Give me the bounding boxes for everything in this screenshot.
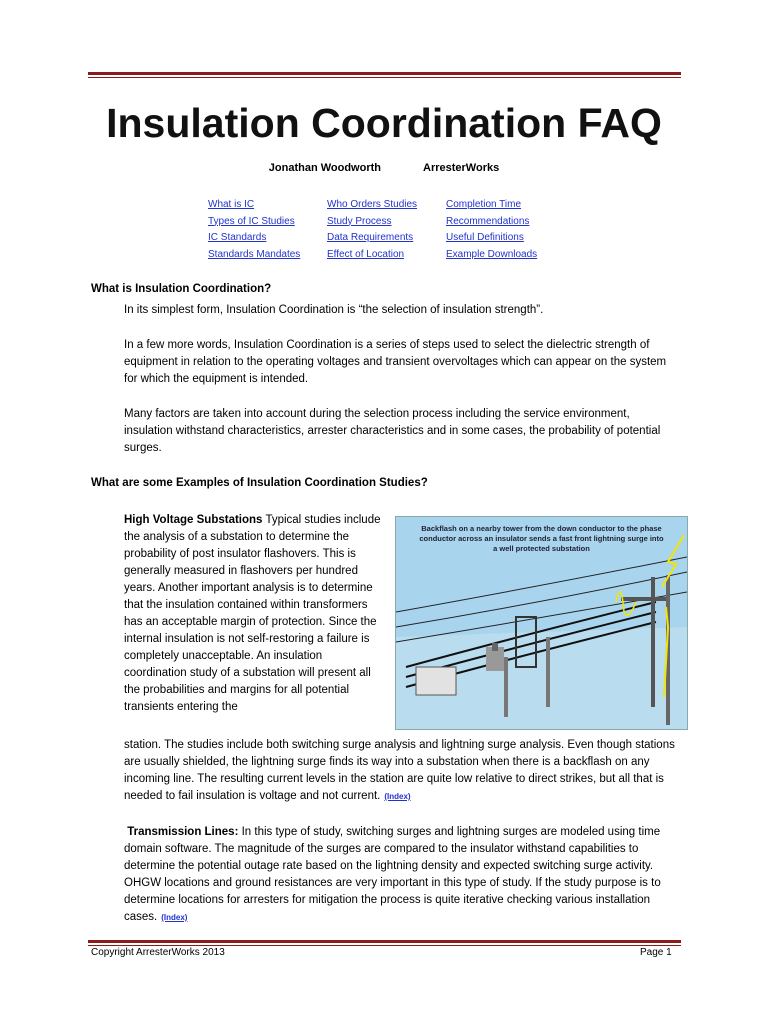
transmission-lines-text: In this type of study, switching surges and lightning surges are modeled using time domain software. The magnitude of the surges are compared to the insulator withstand capabilities to determine the potential outage rate based on the lightning density and expected switching surge activity. OHGW locations and ground resistances are very important in this type of study. If the study purpose is to determine locations for arresters for mitigation the process is quite iterative checking various installation cases.: [124, 826, 661, 923]
page-title: Insulation Coordination FAQ: [106, 100, 662, 146]
nav-link-data-requirements[interactable]: Data Requirements: [327, 232, 414, 243]
nav-link-example-downloads[interactable]: Example Downloads: [446, 248, 538, 260]
nav-link-completion-time[interactable]: Completion Time: [446, 199, 522, 210]
index-link[interactable]: (Index): [384, 792, 411, 801]
nav-column-2: [327, 197, 417, 263]
nav-link-study-process[interactable]: Study Process: [327, 215, 392, 227]
nav-link-who-orders-studies[interactable]: Who Orders Studies: [327, 199, 418, 210]
section-heading-examples: What are some Examples of Insulation Coordination Studies?: [91, 477, 428, 489]
paragraph: Many factors are taken into account during the selection process including the service environment, insulation withstand characteristics, arrester characteristics and in some cases, the probability of potential surges.: [124, 408, 661, 454]
hv-substations-text: Typical studies include the analysis of a substation to determine the probability of post insulator flashovers. This is generally measured in flashovers per hundred years. Another important analysis is to determine that the insulation contained within transformers has an acceptable margin of protection. Since the internal insulation is not self-restoring a failure is completely unacceptable. An insulation coordination study of a substation will present all the probabilities and margins for all potential transients entering the: [124, 514, 381, 713]
hv-substations-title: High Voltage Substations: [124, 514, 263, 526]
top-rule: [88, 72, 681, 78]
index-link[interactable]: (Index): [161, 913, 188, 922]
bottom-rule: [88, 940, 681, 946]
nav-link-what-is-ic[interactable]: What is IC: [208, 199, 255, 210]
nav-link-useful-definitions[interactable]: Useful Definitions: [446, 232, 524, 243]
nav-link-effect-of-location[interactable]: Effect of Location: [327, 248, 405, 260]
footer-page-number: Page 1: [640, 947, 672, 958]
author-name: Jonathan Woodworth: [268, 162, 381, 174]
nav-column-1: [208, 197, 300, 263]
section-heading-what-is-ic: What is Insulation Coordination?: [91, 283, 272, 295]
hv-substations-continued: station. The studies include both switching surge analysis and lightning surge analysis. Even though stations are usually shielded, the lightning surge finds its way into a substation when there is a backflash on any incoming line. The resulting current levels in the station are quite low relative to direct strikes, but all that is needed to fail insulation is voltage and not current. (Index): [124, 739, 675, 802]
transmission-lines-paragraph: [124, 824, 679, 926]
nav-link-standards-mandates[interactable]: Standards Mandates: [208, 248, 301, 260]
footer-copyright: Copyright ArresterWorks 2013: [91, 947, 225, 958]
authors-line: [0, 162, 768, 174]
substation-backflash-illustration: [395, 516, 688, 730]
hv-substations-paragraph: [124, 512, 382, 716]
nav-link-ic-standards[interactable]: IC Standards: [208, 232, 267, 243]
nav-link-recommendations[interactable]: Recommendations: [446, 215, 530, 227]
nav-column-3: [446, 197, 537, 263]
figure-caption: Backflash on a nearby tower from the down conductor to the phase conductor across an insulator sends a fast front lightning surge into a well protected substation: [419, 524, 664, 553]
paragraph: In a few more words, Insulation Coordination is a series of steps used to select the dielectric strength of equipment in relation to the operating voltages and transient overvoltages which can appear on the system for which the equipment is intended.: [124, 339, 667, 385]
transmission-lines-title: Transmission Lines:: [127, 826, 239, 838]
author-company: ArresterWorks: [423, 162, 500, 174]
nav-link-types-of-studies[interactable]: Types of IC Studies: [208, 215, 295, 227]
paragraph: In its simplest form, Insulation Coordination is “the selection of insulation strength”.: [124, 304, 544, 316]
